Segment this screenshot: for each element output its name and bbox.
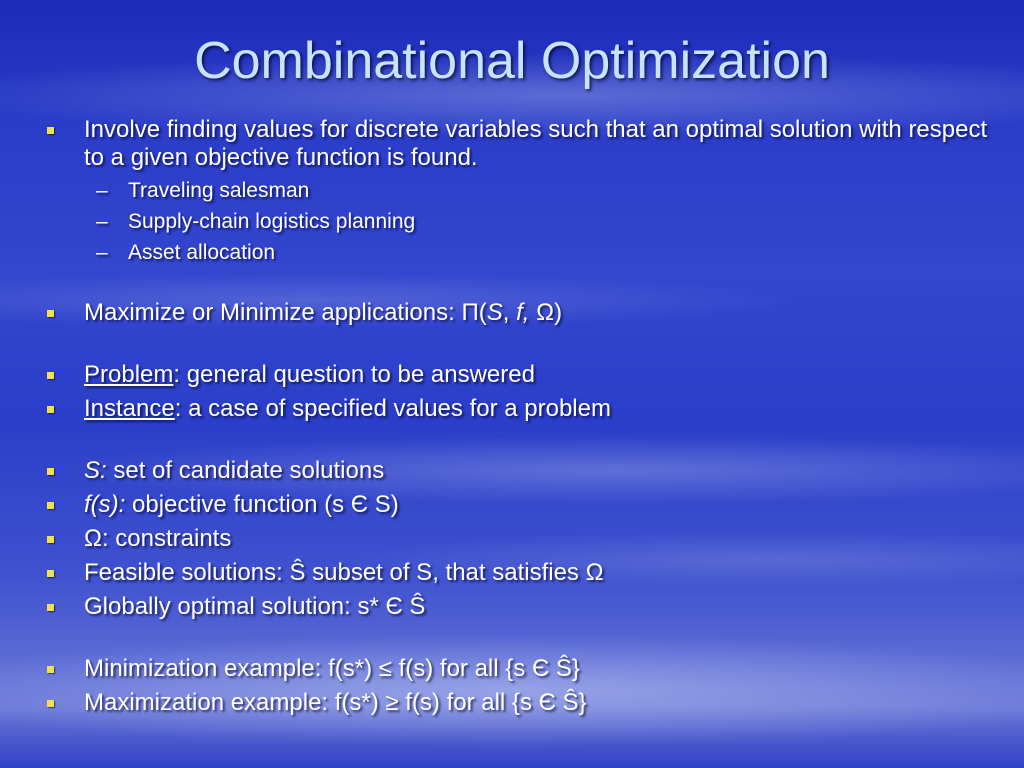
sub-bullet-item bbox=[44, 209, 1004, 235]
bullet-text: , bbox=[502, 299, 517, 326]
square-bullet-icon bbox=[47, 604, 54, 611]
spacer bbox=[44, 271, 1004, 299]
square-bullet-icon bbox=[47, 666, 54, 673]
dash-bullet-icon: – bbox=[96, 241, 108, 264]
square-bullet-icon bbox=[47, 570, 54, 577]
square-bullet-icon bbox=[47, 372, 54, 379]
bullet-text: : a case of specified values for a problem bbox=[174, 395, 611, 422]
bullet-text: Globally optimal solution: s* Є Ŝ bbox=[84, 593, 426, 620]
bullet-text: Ω: constraints bbox=[84, 525, 232, 552]
bullet-item bbox=[44, 689, 1004, 717]
dash-bullet-icon: – bbox=[96, 179, 108, 202]
slide-title: Combinational Optimization bbox=[194, 32, 830, 90]
square-bullet-icon bbox=[47, 406, 54, 413]
bullet-text: Minimization example: f(s*) ≤ f(s) for all {s Є Ŝ} bbox=[84, 655, 580, 682]
dash-bullet-icon: – bbox=[96, 210, 108, 233]
bullet-italic-text: S bbox=[486, 299, 503, 326]
sub-bullet-text: Traveling salesman bbox=[128, 179, 310, 202]
bullet-text: objective function (s Є S) bbox=[125, 491, 399, 518]
spacer bbox=[44, 627, 1004, 655]
bullet-text: set of candidate solutions bbox=[106, 457, 385, 484]
bullet-term: Problem bbox=[84, 361, 174, 388]
bullet-text: : general question to be answered bbox=[173, 361, 535, 388]
square-bullet-icon bbox=[47, 536, 54, 543]
slide-content bbox=[44, 116, 1004, 723]
square-bullet-icon bbox=[47, 700, 54, 707]
bullet-text: Feasible solutions: Ŝ subset of S, that satisfies Ω bbox=[84, 559, 604, 586]
bullet-item bbox=[44, 395, 1004, 423]
bullet-item bbox=[44, 559, 1004, 587]
bullet-item bbox=[44, 525, 1004, 553]
bullet-item bbox=[44, 655, 1004, 683]
bullet-item bbox=[44, 116, 1004, 172]
bullet-text: Maximization example: f(s*) ≥ f(s) for all {s Є Ŝ} bbox=[84, 689, 587, 716]
spacer bbox=[44, 429, 1004, 457]
bullet-item bbox=[44, 593, 1004, 621]
bullet-text: Ω) bbox=[529, 299, 563, 326]
bullet-term: f(s): bbox=[84, 491, 126, 518]
bullet-text: Involve finding values for discrete variables such that an optimal solution with respect to a given objective function is found. bbox=[84, 116, 988, 171]
square-bullet-icon bbox=[47, 310, 54, 317]
bullet-term: Instance bbox=[84, 395, 175, 422]
bullet-italic-text: f, bbox=[516, 299, 530, 326]
square-bullet-icon bbox=[47, 468, 54, 475]
sub-bullet-item bbox=[44, 178, 1004, 204]
sub-bullet-item bbox=[44, 240, 1004, 266]
bullet-item bbox=[44, 491, 1004, 519]
sub-bullet-text: Supply-chain logistics planning bbox=[128, 210, 416, 233]
bullet-item bbox=[44, 299, 1004, 327]
sub-bullet-text: Asset allocation bbox=[128, 241, 276, 264]
square-bullet-icon bbox=[47, 127, 54, 134]
spacer bbox=[44, 333, 1004, 361]
bullet-item bbox=[44, 457, 1004, 485]
bullet-term: S: bbox=[84, 457, 107, 484]
bullet-text: Maximize or Minimize applications: Π( bbox=[84, 299, 487, 326]
bullet-item bbox=[44, 361, 1004, 389]
square-bullet-icon bbox=[47, 502, 54, 509]
